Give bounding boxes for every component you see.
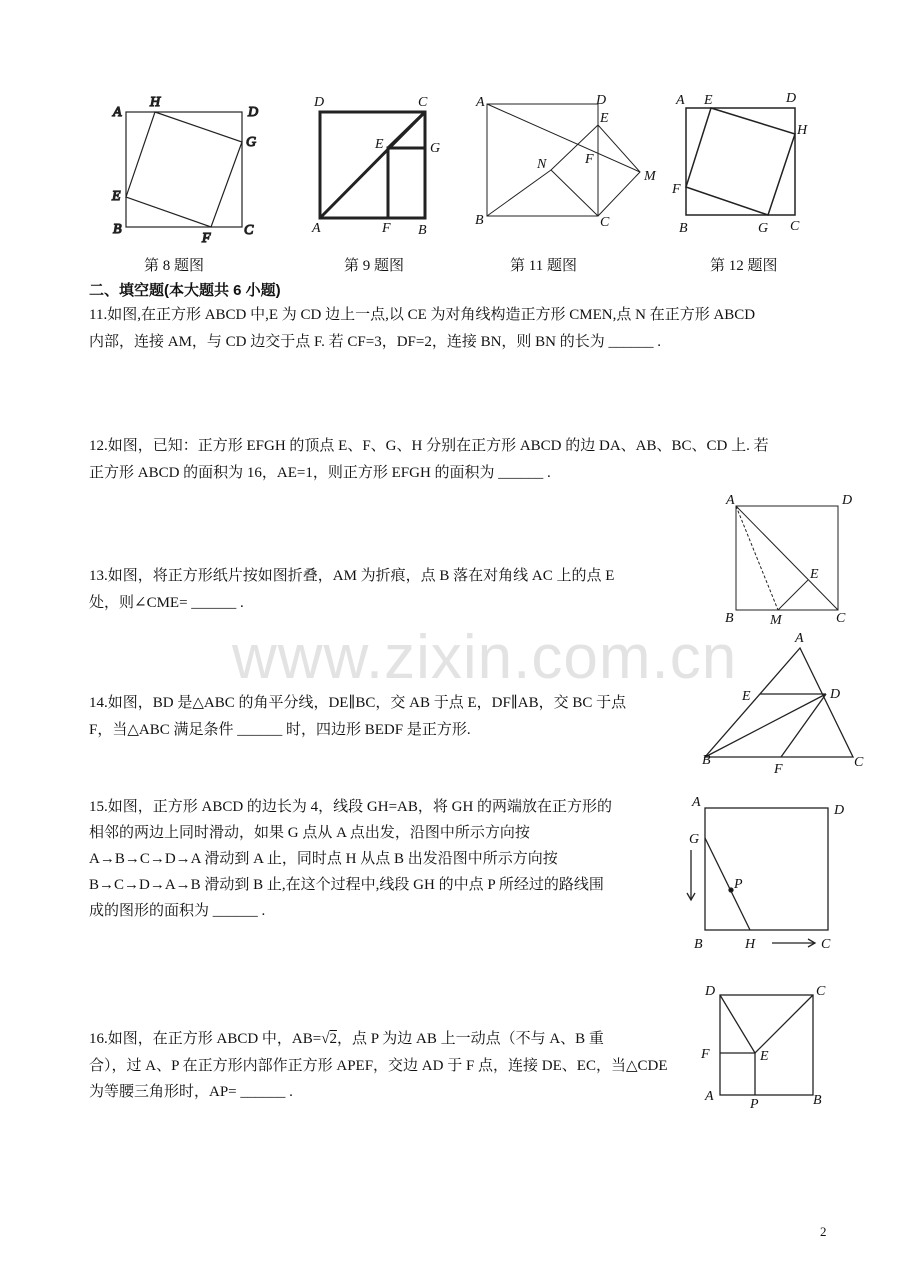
point-label: E (704, 93, 713, 108)
point-label: A (312, 221, 321, 236)
point-label: C (418, 95, 428, 110)
figure-q8 (111, 95, 258, 246)
point-label: A (476, 95, 485, 110)
caption-fig11: 第 11 题图 (510, 258, 577, 274)
point-label: H (745, 937, 756, 952)
q14-line: F，当△ABC 满足条件 ______ 时，四边形 BEDF 是正方形. (89, 722, 471, 738)
point-label: C (790, 219, 800, 234)
point-label: D (314, 95, 325, 110)
point-label: A (692, 795, 701, 810)
q12-line: 12.如图，已知：正方形 EFGH 的顶点 E、F、G、H 分别在正方形 ABCD 的边 DA、AB、BC、CD 上. 若 (89, 438, 769, 454)
figure-q12 (671, 91, 808, 236)
point-label: F (672, 182, 681, 197)
page-number: 2 (820, 1224, 827, 1239)
caption-fig12: 第 12 题图 (710, 258, 778, 274)
point-label: G (689, 832, 700, 847)
point-label: D (596, 93, 607, 108)
point-label: E (112, 189, 121, 204)
watermark: www.zixin.com.cn (232, 623, 738, 692)
section-title: 二、填空题(本大题共 6 小题) (89, 282, 281, 299)
q16-text: 16.如图，在正方形 ABCD 中，AB=√ (89, 1031, 330, 1047)
point-label: A (726, 493, 735, 508)
point-label: C (244, 223, 254, 238)
point-label: P (750, 1097, 759, 1112)
point-label: F (585, 152, 594, 167)
point-label: F (701, 1047, 710, 1062)
point-label: D (842, 493, 853, 508)
q15-line: 成的图形的面积为 ______ . (89, 903, 266, 919)
point-label: F (202, 231, 211, 246)
figure-q9 (311, 95, 440, 238)
q15-line: B→C→D→A→B 滑动到 B 止,在这个过程中,线段 GH 的中点 P 所经过的路线围 (89, 877, 604, 893)
point-label: D (248, 105, 259, 120)
q16-line (89, 1030, 604, 1048)
q11-line: 内部，连接 AM，与 CD 边交于点 F. 若 CF=3，DF=2，连接 BN，则 BN 的长为 ______ . (89, 334, 662, 350)
point-label: D (830, 687, 841, 702)
point-label: A (113, 105, 122, 120)
point-label: G (430, 141, 441, 156)
point-label: H (150, 95, 161, 110)
q15-line: A→B→C→D→A 滑动到 A 止，同时点 H 从点 B 出发沿图中所示方向按 (89, 851, 558, 867)
point-label: A (795, 631, 804, 646)
point-label: E (375, 137, 384, 152)
point-label: N (537, 157, 547, 172)
q16-line: 为等腰三角形时，AP= ______ . (89, 1084, 293, 1100)
point-label: E (600, 111, 609, 126)
figure-q15 (687, 795, 844, 952)
caption-fig9: 第 9 题图 (344, 258, 405, 274)
q15-line: 相邻的两边上同时滑动，如果 G 点从 A 点出发，沿图中所示方向按 (89, 825, 530, 841)
q16-line: 合），过 A、P 在正方形内部作正方形 APEF，交边 AD 于 F 点，连接 DE、EC，当△CDE (89, 1058, 668, 1074)
point-label: E (742, 689, 751, 704)
point-label: B (702, 753, 711, 768)
q11-line: 11.如图,在正方形 ABCD 中,E 为 CD 边上一点,以 CE 为对角线构造正方形 CMEN,点 N 在正方形 ABCD (89, 307, 756, 323)
point-label: E (810, 567, 819, 582)
point-label: D (786, 91, 797, 106)
point-label: G (246, 135, 257, 150)
point-label: G (758, 221, 769, 236)
point-label: B (679, 221, 688, 236)
point-label: C (816, 984, 826, 999)
q16-sqrt-radicand: 2 (329, 1031, 337, 1047)
figure-q13 (725, 493, 852, 628)
point-label: D (705, 984, 716, 999)
point-label: F (774, 762, 783, 777)
point-label: A (676, 93, 685, 108)
point-label: F (382, 221, 391, 236)
figure-q14 (702, 631, 864, 777)
caption-fig8: 第 8 题图 (144, 258, 205, 274)
point-label: C (854, 755, 864, 770)
q12-line: 正方形 ABCD 的面积为 16，AE=1，则正方形 EFGH 的面积为 ______ . (89, 465, 551, 481)
point-label: A (705, 1089, 714, 1104)
q13-line: 处，则∠CME= ______ . (89, 595, 244, 611)
q13-line: 13.如图，将正方形纸片按如图折叠，AM 为折痕，点 B 落在对角线 AC 上的点 E (89, 568, 615, 584)
point-label: B (475, 213, 484, 228)
point-label: B (694, 937, 703, 952)
point-label: C (836, 611, 846, 626)
q14-line: 14.如图，BD 是△ABC 的角平分线，DE∥BC，交 AB 于点 E，DF∥AB，交 BC 于点 (89, 695, 627, 711)
point-label: M (770, 613, 782, 628)
figure-q16 (700, 984, 826, 1112)
point-label: H (797, 123, 808, 138)
q15-line: 15.如图，正方形 ABCD 的边长为 4，线段 GH=AB，将 GH 的两端放在正方形的 (89, 799, 613, 815)
point-label: D (834, 803, 845, 818)
point-label: E (760, 1049, 769, 1064)
point-label: C (600, 215, 610, 230)
point-label: B (725, 611, 734, 626)
point-label: M (644, 169, 656, 184)
point-label: C (821, 937, 831, 952)
q16-text: ，点 P 为边 AB 上一动点（不与 A、B 重 (336, 1031, 604, 1047)
point-label: B (113, 222, 122, 237)
point-label: B (813, 1093, 822, 1108)
figure-q11 (475, 93, 657, 230)
point-label: B (418, 223, 427, 238)
point-label: P (734, 877, 743, 892)
